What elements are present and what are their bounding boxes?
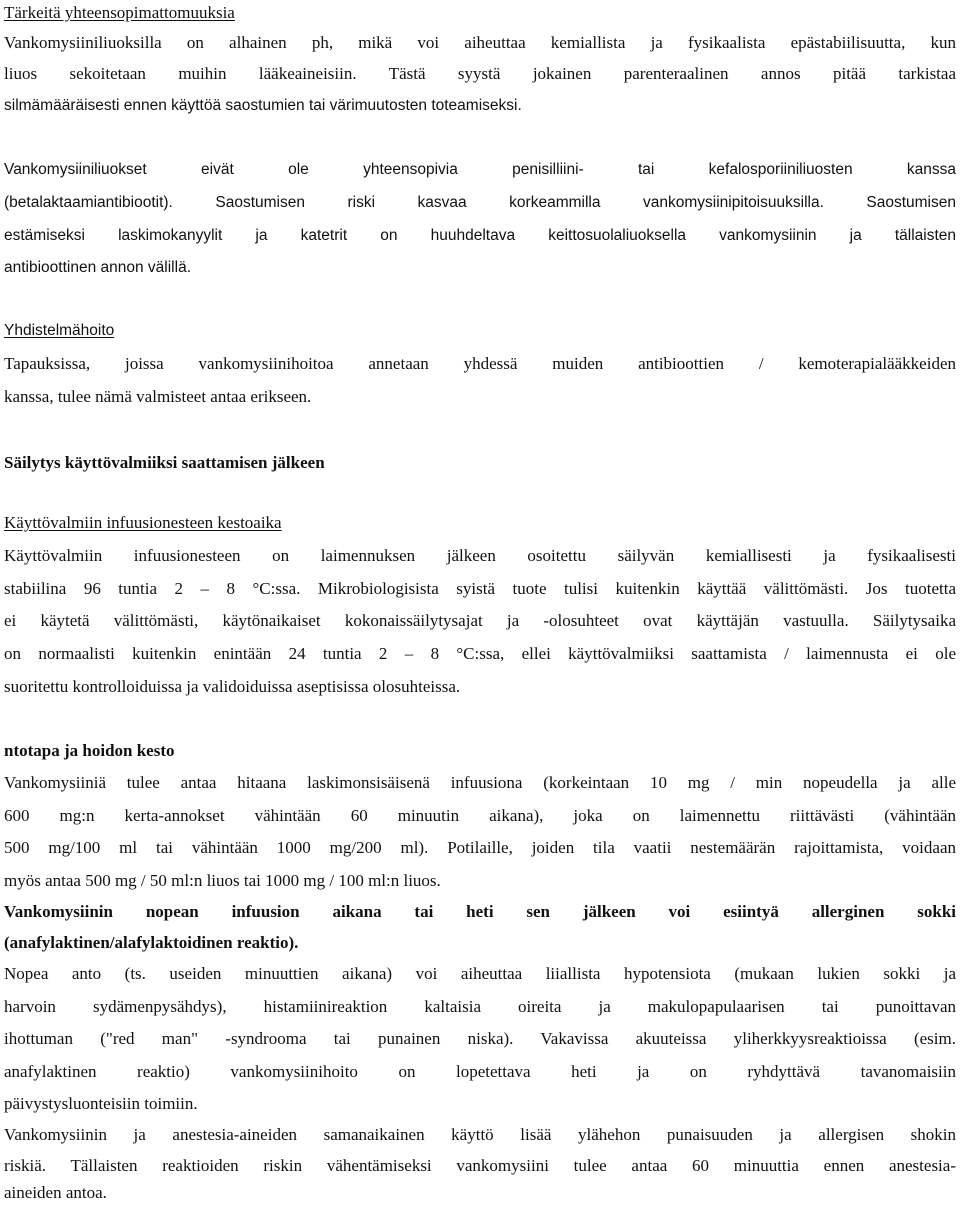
subheading-shelf-life: Käyttövalmiin infuusionesteen kestoaika xyxy=(4,513,282,532)
paragraph-line: Vankomysiiniliuokset eivät ole yhteensopivia penisilliini- tai kefalosporiiniliuosten kanssa xyxy=(4,161,956,178)
section-heading-combination-therapy: Yhdistelmähoito xyxy=(4,322,115,339)
paragraph-line: aineiden antoa. xyxy=(4,1183,107,1202)
section-heading-storage: Säilytys käyttövalmiiksi saattamisen jälkeen xyxy=(4,453,325,472)
section-heading-incompatibilities: Tärkeitä yhteensopimattomuuksia xyxy=(4,3,235,22)
paragraph-line: Vankomysiinin ja anestesia-aineiden samanaikainen käyttö lisää ylähehon punaisuuden ja allergisen shokin xyxy=(4,1125,956,1144)
paragraph-line: harvoin sydämenpysähdys), histamiinireaktion kaltaisia oireita ja makulopapulaarisen tai punoittavan xyxy=(4,997,956,1016)
paragraph-line: anafylaktinen reaktio) vankomysiinihoito on lopetettava heti ja on ryhdyttävä tavanomaisiin xyxy=(4,1062,956,1081)
paragraph-line: Vankomysiiniä tulee antaa hitaana laskimonsisäisenä infuusiona (korkeintaan 10 mg / min nopeudella ja alle xyxy=(4,773,956,792)
paragraph-line: myös antaa 500 mg / 50 ml:n liuos tai 1000 mg / 100 ml:n liuos. xyxy=(4,871,441,890)
paragraph-line: 500 mg/100 ml tai vähintään 1000 mg/200 ml). Potilaille, joiden tila vaatii nestemäärän rajoittamista, voidaan xyxy=(4,838,956,857)
warning-line: (anafylaktinen/alafylaktoidinen reaktio). xyxy=(4,933,299,952)
paragraph-line: Vankomysiiniliuoksilla on alhainen ph, mikä voi aiheuttaa kemiallista ja fysikaalista epästabiilisuutta, kun xyxy=(4,33,956,52)
paragraph-line: 600 mg:n kerta-annokset vähintään 60 minuutin aikana), joka on laimennettu riittävästi (vähintään xyxy=(4,806,956,825)
section-heading-administration: ntotapa ja hoidon kesto xyxy=(4,741,175,760)
paragraph-line: päivystysluonteisiin toimiin. xyxy=(4,1094,198,1113)
paragraph-line: kanssa, tulee nämä valmisteet antaa erikseen. xyxy=(4,387,312,406)
paragraph-line: ei käytetä välittömästi, käytönaikaiset kokonaissäilytysajat ja -olosuhteet ovat käyttäjän vastuulla. Säilytysaika xyxy=(4,611,956,630)
paragraph-line: Tapauksissa, joissa vankomysiinihoitoa annetaan yhdessä muiden antibioottien / kemoterapialääkkeiden xyxy=(4,354,956,373)
paragraph-line: Käyttövalmiin infuusionesteen on laimennuksen jälkeen osoitettu säilyvän kemiallisesti ja fysikaalisesti xyxy=(4,546,956,565)
paragraph-line: silmämääräisesti ennen käyttöä saostumien tai värimuutosten toteamiseksi. xyxy=(4,97,522,114)
paragraph-line: ihottuman ("red man" -syndrooma tai punainen niska). Vakavissa akuuteissa yliherkkyysreaktioissa (esim. xyxy=(4,1029,956,1048)
paragraph-line: estämiseksi laskimokanyylit ja katetrit on huuhdeltava keittosuolaliuoksella vankomysiinin ja tällaisten xyxy=(4,227,956,244)
paragraph-line: suoritettu kontrolloiduissa ja validoiduissa aseptisissa olosuhteissa. xyxy=(4,677,461,696)
paragraph-line: on normaalisti kuitenkin enintään 24 tuntia 2 – 8 °C:ssa, ellei käyttövalmiiksi saattamista / laimennusta ei ole xyxy=(4,644,956,663)
paragraph-line: riskiä. Tällaisten reaktioiden riskin vähentämiseksi vankomysiini tulee antaa 60 minuuttia ennen anestesia- xyxy=(4,1156,956,1175)
paragraph-line: (betalaktaamiantibiootit). Saostumisen riski kasvaa korkeammilla vankomysiinipitoisuuksilla. Saostumisen xyxy=(4,194,956,211)
paragraph-line: stabiilina 96 tuntia 2 – 8 °C:ssa. Mikrobiologisista syistä tuote tulisi kuitenkin käyttää välittömästi. Jos tuotetta xyxy=(4,579,956,598)
paragraph-line: antibioottinen annon välillä. xyxy=(4,259,191,276)
paragraph-line: liuos sekoitetaan muihin lääkeaineisiin. Tästä syystä jokainen parenteraalinen annos pitää tarkistaa xyxy=(4,64,956,83)
paragraph-line: Nopea anto (ts. useiden minuuttien aikana) voi aiheuttaa liiallista hypotensiota (mukaan lukien sokki ja xyxy=(4,964,956,983)
warning-line: Vankomysiinin nopean infuusion aikana tai heti sen jälkeen voi esiintyä allerginen sokki xyxy=(4,902,956,921)
